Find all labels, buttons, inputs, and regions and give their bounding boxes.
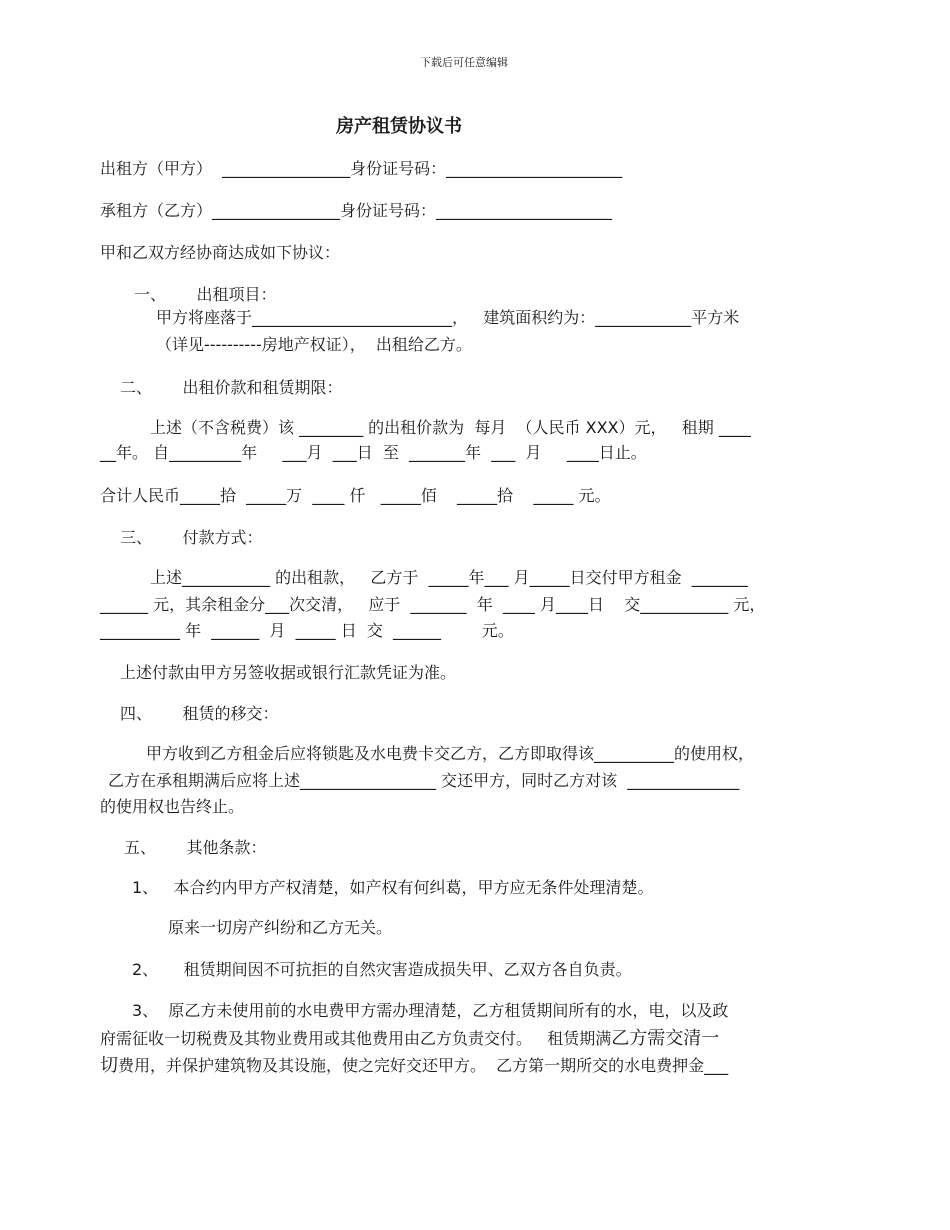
section-4-line-3: 的使用权也告终止。 [100, 797, 245, 816]
section-3-line-1: 上述___________ 的出租款， 乙方于 _____年___ 月_____日交付甲方租金 _______ [150, 568, 748, 587]
page-header: 下载后可任意编辑 [420, 56, 508, 69]
document-title: 房产租赁协议书 [336, 116, 462, 137]
section-4-heading: 四、 租赁的移交： [120, 704, 279, 723]
section-5-heading: 五、 其他条款： [124, 838, 267, 857]
section-2-heading: 二、 出租价款和租赁期限： [120, 378, 343, 397]
clause-3-line-3-part-1: 切 [100, 1055, 118, 1076]
section-3-line-2: ______ 元，其余租金分___次交清， 应于 _______ 年 ____ 月____日 交___________ 元， [100, 595, 766, 614]
section-3-line-3: __________ 年 ______ 月 _____ 日 交 ______ 元。 [100, 621, 514, 640]
section-3-line-4: 上述付款由甲方另签收据或银行汇款凭证为准。 [120, 663, 457, 682]
section-4-line-2: 乙方在承租期满后应将上述_________________ 交还甲方，同时乙方对该 ______________ [108, 771, 740, 790]
section-1-heading: 一、 出租项目： [134, 285, 277, 304]
clause-3-line-2-part-1: 府需征收一切税费及其物业费用或其他费用由乙方负责交付。 租赁期满 [100, 1029, 612, 1048]
clause-3-line-2-part-2: 乙方需交清一 [611, 1028, 720, 1049]
clause-3-line-1: 3、 原乙方未使用前的水电费甲方需办理清楚，乙方租赁期间所有的水，电，以及政 [132, 1001, 729, 1020]
clause-1-line-2: 原来一切房产纠纷和乙方无关。 [168, 918, 393, 937]
intro-line: 甲和乙双方经协商达成如下协议： [100, 243, 341, 262]
clause-1-line-1: 1、 本合约内甲方产权清楚，如产权有何纠葛，甲方应无条件处理清楚。 [132, 878, 654, 897]
section-2-line-2: __年。 自_________年 ___月 ___日 至 _______年 ___ 月 ____日止。 [100, 443, 647, 462]
clause-2: 2、 租赁期间因不可抗拒的自然灾害造成损失甲、乙双方各自负责。 [132, 960, 632, 979]
clause-3-line-2 [100, 1029, 719, 1049]
section-4-line-1: 甲方收到乙方租金后应将锁匙及水电费卡交乙方，乙方即取得该__________的使用权， [146, 744, 755, 763]
lessee-line: 承租方（乙方）________________身份证号码：______________________ [100, 201, 613, 220]
section-2-line-1: 上述（不含税费）该 ________ 的出租价款为 每月 （人民币 XXX）元， 租期 ____ [150, 418, 751, 437]
clause-3-line-3-part-2: 费用，并保护建筑物及其设施，使之完好交还甲方。 乙方第一期所交的水电费押金___ [118, 1056, 729, 1075]
section-3-heading: 三、 付款方式： [120, 528, 263, 547]
section-1-line-2: （详见----------房地产权证）， 出租给乙方。 [156, 335, 472, 354]
section-2-line-3: 合计人民币_____拾 _____万 ____ 仟 _____佰 _____拾 _____ 元。 [100, 486, 611, 505]
section-1-line-1: 甲方将座落于_________________________， 建筑面积约为：____________平方米 [156, 308, 740, 327]
lessor-line: 出租方（甲方） ________________身份证号码：______________________ [100, 159, 623, 178]
clause-3-line-3 [100, 1056, 728, 1076]
